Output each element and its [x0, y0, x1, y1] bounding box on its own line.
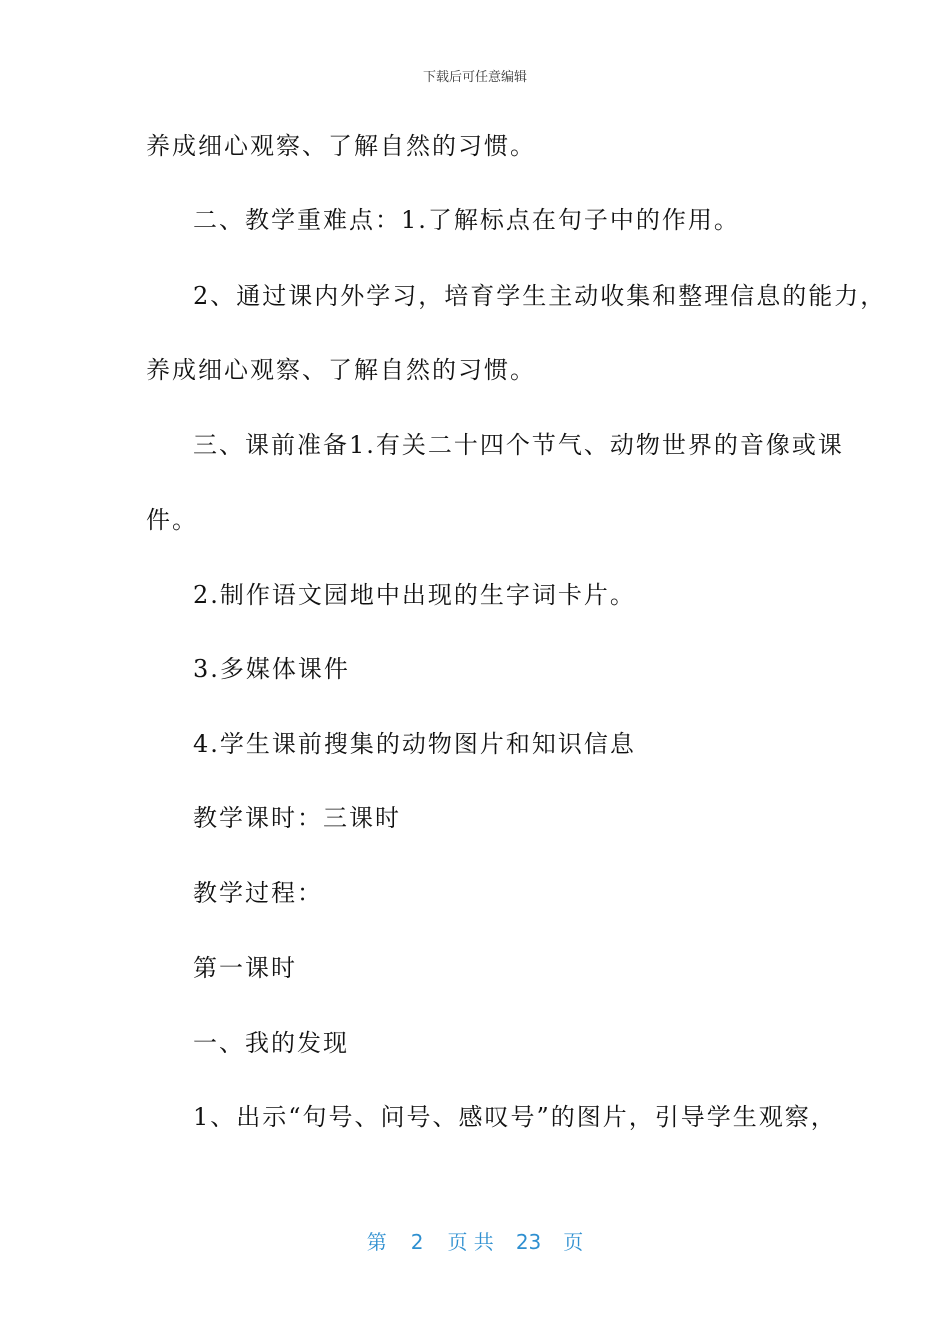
- paragraph-line: 养成细心观察、了解自然的习惯。: [146, 132, 536, 160]
- footer-prefix: 第: [366, 1230, 387, 1254]
- footer-suffix: 页: [563, 1230, 584, 1254]
- paragraph-line: 件。: [146, 506, 198, 534]
- paragraph-line: 3.多媒体课件: [193, 655, 350, 683]
- paragraph-line: 二、教学重难点：1.了解标点在句子中的作用。: [193, 206, 740, 234]
- paragraph-line: 2、通过课内外学习，培育学生主动收集和整理信息的能力，: [193, 282, 887, 310]
- footer-middle: 页 共: [447, 1230, 494, 1254]
- paragraph-line: 三、课前准备1.有关二十四个节气、动物世界的音像或课: [193, 431, 844, 459]
- page-header: 下载后可任意编辑: [422, 70, 527, 85]
- total-page-number: 23: [515, 1230, 542, 1254]
- paragraph-line: 第一课时: [193, 954, 297, 982]
- paragraph-line: 教学课时：三课时: [193, 804, 401, 832]
- paragraph-line: 一、我的发现: [193, 1029, 349, 1057]
- paragraph-line: 4.学生课前搜集的动物图片和知识信息: [193, 730, 636, 758]
- paragraph-line: 教学过程：: [193, 879, 323, 907]
- paragraph-line: 1、出示“句号、问号、感叹号”的图片，引导学生观察，: [193, 1103, 837, 1131]
- current-page-number: 2: [410, 1230, 424, 1254]
- page-footer: [0, 1226, 950, 1255]
- paragraph-line: 养成细心观察、了解自然的习惯。: [146, 356, 536, 384]
- paragraph-line: 2.制作语文园地中出现的生字词卡片。: [193, 581, 636, 609]
